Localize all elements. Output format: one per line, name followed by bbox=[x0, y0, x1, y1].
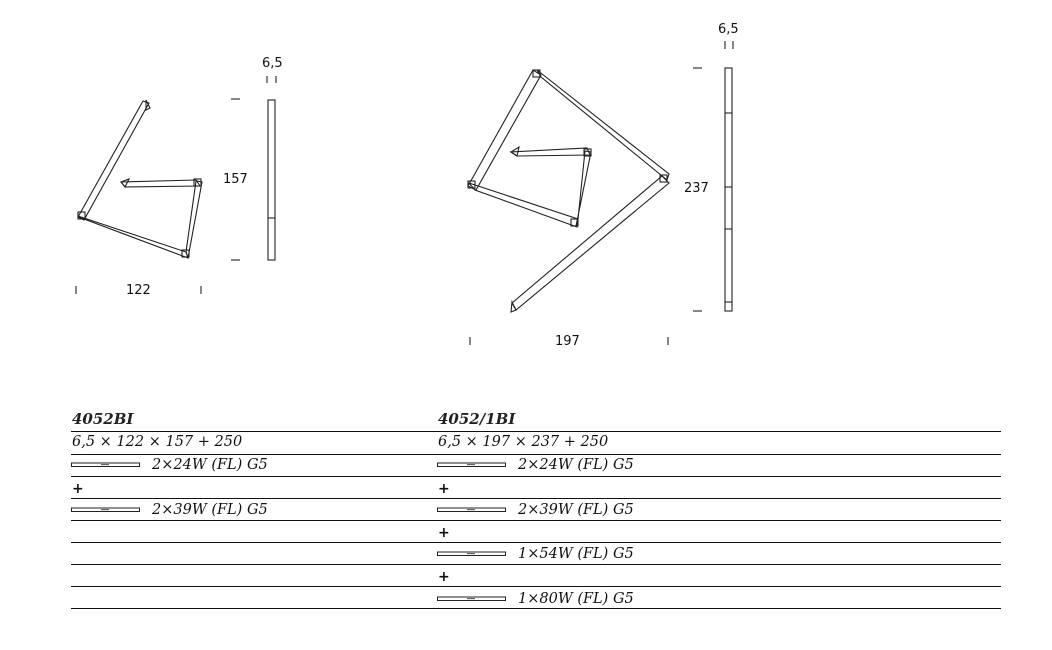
table-rule bbox=[71, 520, 1001, 521]
lamp-option-right-2: 2×39W (FL) G5 bbox=[518, 502, 634, 518]
right-height-label: 237 bbox=[684, 181, 709, 196]
left-height-label: 157 bbox=[223, 172, 248, 187]
table-rule bbox=[71, 586, 1001, 587]
fluorescent-tube-icon bbox=[437, 594, 507, 604]
fluorescent-tube-icon bbox=[437, 549, 507, 559]
lamp-option-left-2: 2×39W (FL) G5 bbox=[152, 502, 268, 518]
plus-separator: + bbox=[438, 569, 450, 585]
fluorescent-tube-icon bbox=[71, 505, 141, 515]
dimensions-left: 6,5 × 122 × 157 + 250 bbox=[72, 434, 243, 450]
fluorescent-tube-icon bbox=[437, 505, 507, 515]
lamp-option-left-1: 2×24W (FL) G5 bbox=[152, 457, 268, 473]
fluorescent-tube-icon bbox=[437, 460, 507, 470]
lamp-option-right-1: 2×24W (FL) G5 bbox=[518, 457, 634, 473]
fluorescent-tube-icon bbox=[71, 460, 141, 470]
left-thickness-label: 6,5 bbox=[262, 56, 283, 71]
left-width-label: 122 bbox=[126, 283, 151, 298]
table-rule bbox=[71, 608, 1001, 609]
plus-separator: + bbox=[438, 525, 450, 541]
table-rule bbox=[71, 476, 1001, 477]
table-rule bbox=[71, 431, 1001, 432]
table-rule bbox=[71, 454, 1001, 455]
product-code-left: 4052BI bbox=[72, 410, 134, 428]
right-thickness-label: 6,5 bbox=[718, 22, 739, 37]
table-rule bbox=[71, 498, 1001, 499]
product-code-right: 4052/1BI bbox=[438, 410, 516, 428]
table-rule bbox=[71, 542, 1001, 543]
lamp-front-view-right bbox=[468, 70, 669, 312]
dimensions-right: 6,5 × 197 × 237 + 250 bbox=[438, 434, 609, 450]
lamp-front-view-left bbox=[78, 100, 202, 258]
right-width-label: 197 bbox=[555, 334, 580, 349]
plus-separator: + bbox=[72, 481, 84, 497]
table-rule bbox=[71, 564, 1001, 565]
lamp-option-right-3: 1×54W (FL) G5 bbox=[518, 546, 634, 562]
plus-separator: + bbox=[438, 481, 450, 497]
lamp-option-right-4: 1×80W (FL) G5 bbox=[518, 591, 634, 607]
